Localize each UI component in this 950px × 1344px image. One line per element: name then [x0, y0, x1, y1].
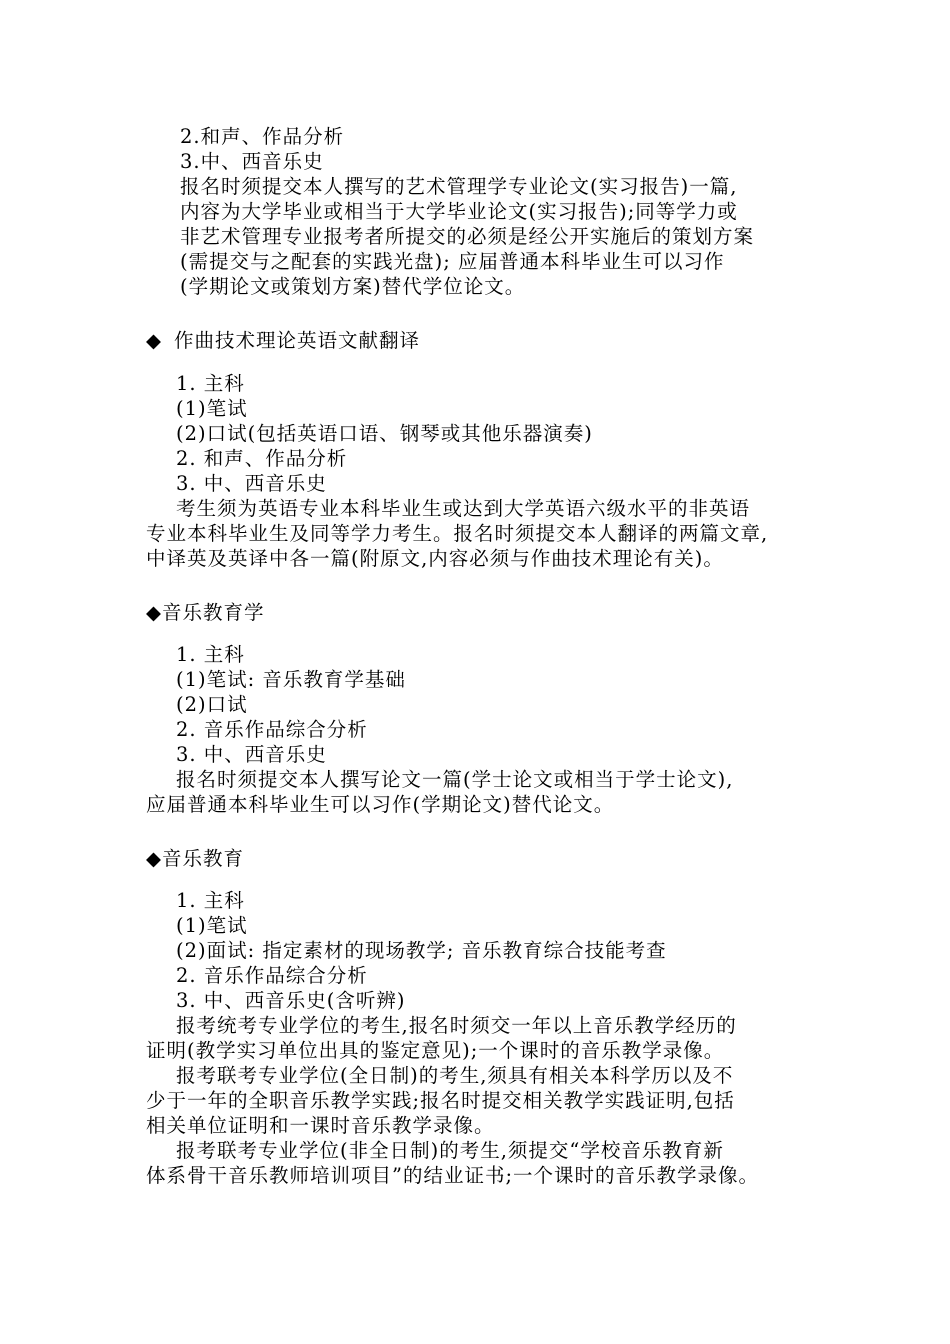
- paragraph-line: 少于一年的全职音乐教学实践;报名时提交相关教学实践证明,包括: [146, 1089, 735, 1112]
- diamond-bullet-icon: ◆: [146, 601, 162, 624]
- paragraph-line: 考生须为英语专业本科毕业生或达到大学英语六级水平的非英语: [176, 497, 751, 520]
- list-item: (1)笔试: 音乐教育学基础: [176, 668, 406, 691]
- list-item: (2)口试: [176, 693, 248, 716]
- section-heading: [146, 328, 420, 353]
- section-heading-text: 音乐教育: [162, 847, 245, 870]
- diamond-bullet-icon: ◆: [146, 329, 162, 352]
- list-item: (2)面试: 指定素材的现场教学; 音乐教育综合技能考查: [176, 939, 667, 962]
- paragraph-line: 中译英及英译中各一篇(附原文,内容必须与作曲技术理论有关)。: [146, 547, 724, 570]
- list-item: 3.中、西音乐史: [180, 150, 324, 173]
- paragraph-line: (学期论文或策划方案)替代学位论文。: [180, 275, 526, 298]
- paragraph-line: 应届普通本科毕业生可以习作(学期论文)替代论文。: [146, 793, 615, 816]
- list-item: 3. 中、西音乐史: [176, 743, 327, 766]
- diamond-bullet-icon: ◆: [146, 847, 162, 870]
- list-item: 3. 中、西音乐史(含听辨): [176, 989, 406, 1012]
- paragraph-line: 体系骨干音乐教师培训项目”的结业证书;一个课时的音乐教学录像。: [146, 1164, 760, 1187]
- section-heading-text: 作曲技术理论英语文献翻译: [174, 329, 421, 352]
- paragraph-line: 报名时须提交本人撰写论文一篇(学士论文或相当于学士论文),: [176, 768, 734, 791]
- paragraph-line: 证明(教学实习单位出具的鉴定意见);一个课时的音乐教学录像。: [146, 1039, 725, 1062]
- list-item: 1. 主科: [176, 372, 245, 395]
- paragraph-line: 非艺术管理专业报考者所提交的必须是经公开实施后的策划方案: [180, 225, 755, 248]
- list-item: 2. 音乐作品综合分析: [176, 964, 368, 987]
- list-item: 1. 主科: [176, 643, 245, 666]
- paragraph-line: (需提交与之配套的实践光盘); 应届普通本科毕业生可以习作: [180, 250, 725, 273]
- list-item: (1)笔试: [176, 397, 248, 420]
- paragraph-line: 内容为大学毕业或相当于大学毕业论文(实习报告);同等学力或: [180, 200, 738, 223]
- section-heading: [146, 846, 244, 871]
- list-item: 2. 和声、作品分析: [176, 447, 348, 470]
- list-item: 2. 音乐作品综合分析: [176, 718, 368, 741]
- list-item: 2.和声、作品分析: [180, 125, 345, 148]
- paragraph-line: 报名时须提交本人撰写的艺术管理学专业论文(实习报告)一篇,: [180, 175, 738, 198]
- section-heading-text: 音乐教育学: [162, 601, 265, 624]
- paragraph-line: 报考联考专业学位(非全日制)的考生,须提交“学校音乐教育新: [176, 1139, 724, 1162]
- list-item: 3. 中、西音乐史: [176, 472, 327, 495]
- paragraph-line: 报考联考专业学位(全日制)的考生,须具有相关本科学历以及不: [176, 1064, 734, 1087]
- paragraph-line: 相关单位证明和一课时音乐教学录像。: [146, 1114, 495, 1137]
- list-item: (2)口试(包括英语口语、钢琴或其他乐器演奏): [176, 422, 593, 445]
- paragraph-line: 报考统考专业学位的考生,报名时须交一年以上音乐教学经历的: [176, 1014, 737, 1037]
- list-item: (1)笔试: [176, 914, 248, 937]
- paragraph-line: 专业本科毕业生及同等学力考生。报名时须提交本人翻译的两篇文章,: [146, 522, 769, 545]
- list-item: 1. 主科: [176, 889, 245, 912]
- section-heading: [146, 600, 265, 625]
